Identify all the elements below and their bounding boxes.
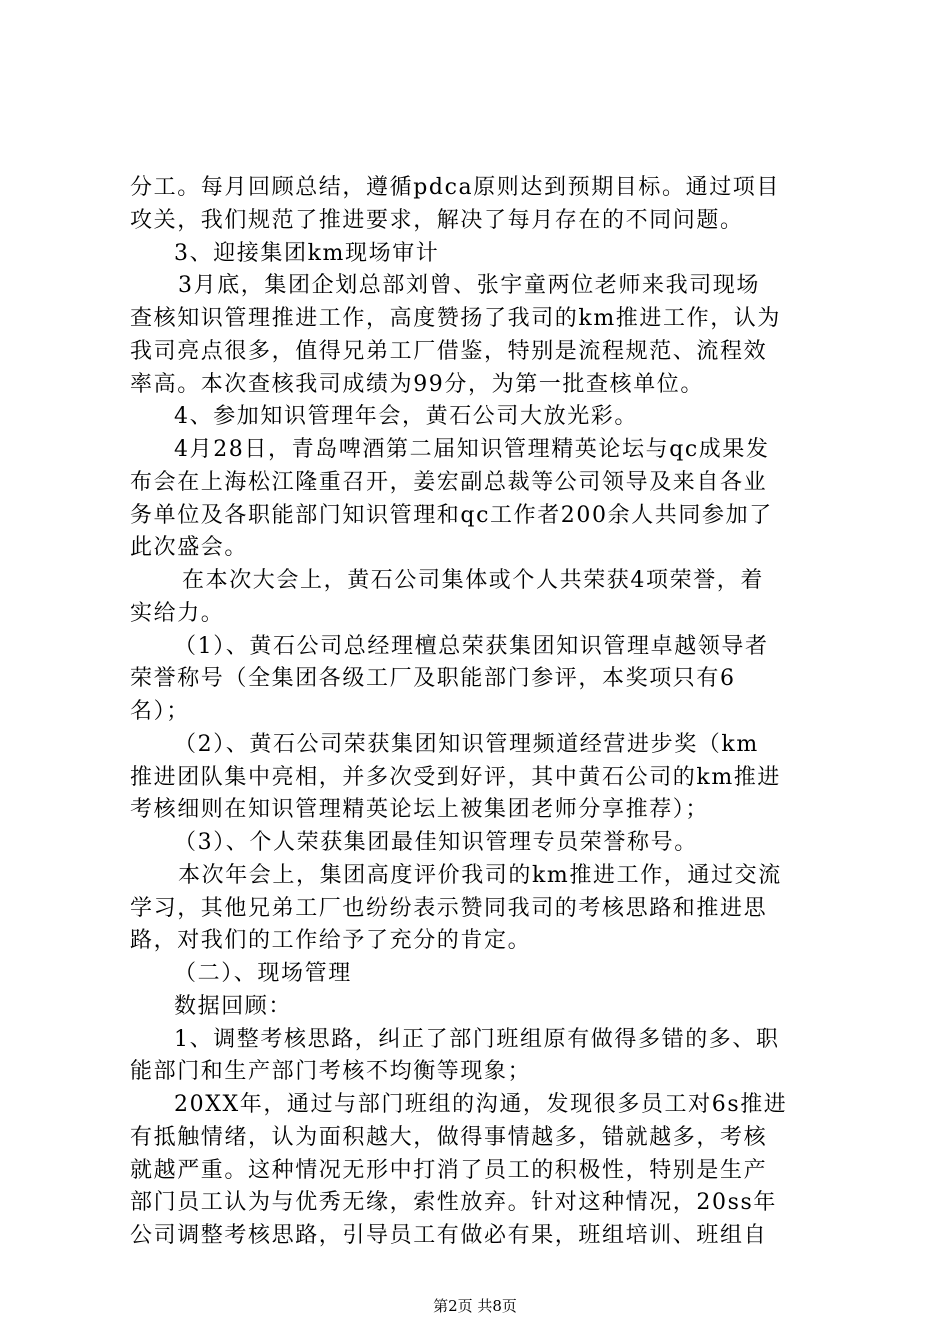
body-line: 路，对我们的工作给予了充分的肯定。 — [130, 928, 532, 954]
body-line: 查核知识管理推进工作，高度赞扬了我司的km推进工作，认为 — [130, 306, 781, 331]
body-line: 就越严重。这种情况无形中打消了员工的积极性，特别是生产 — [130, 1157, 768, 1183]
body-line: 本次年会上，集团高度评价我司的km推进工作，通过交流 — [178, 862, 782, 888]
body-line: 3、迎接集团km现场审计 — [174, 240, 440, 266]
body-line: 布会在上海松江隆重召开，姜宏副总裁等公司领导及来自各业 — [130, 469, 768, 495]
body-line: 学习，其他兄弟工厂也纷纷表示赞同我司的考核思路和推进思 — [130, 895, 768, 921]
body-line: （1）、黄石公司总经理檀总荣获集团知识管理卓越领导者 — [174, 633, 769, 659]
body-line: 数据回顾： — [174, 993, 293, 1019]
body-line: 在本次大会上，黄石公司集体或个人共荣获4项荣誉，着 — [182, 568, 764, 593]
body-line: 实给力。 — [130, 600, 225, 626]
body-line: 推进团队集中亮相，并多次受到好评，其中黄石公司的km推进 — [130, 764, 781, 790]
body-line: 1、调整考核思路，纠正了部门班组原有做得多错的多、职 — [174, 1026, 780, 1052]
body-line: 部门员工认为与优秀无缘，索性放弃。针对这种情况，20ss年 — [130, 1190, 777, 1216]
body-line: 分工。每月回顾总结，遵循pdca原则达到预期目标。通过项目 — [130, 175, 781, 200]
body-line: 4、参加知识管理年会，黄石公司大放光彩。 — [174, 404, 638, 430]
body-line: 率高。本次查核我司成绩为99分，为第一批查核单位。 — [130, 371, 704, 397]
page-footer: 第2页 共8页 — [433, 1297, 517, 1315]
body-line: 考核细则在知识管理精英论坛上被集团老师分享推荐）； — [130, 797, 710, 823]
body-line: 名）； — [130, 699, 190, 724]
body-line: 公司调整考核思路，引导员工有做必有果，班组培训、班组自 — [130, 1223, 768, 1248]
body-line: （3）、个人荣获集团最佳知识管理专员荣誉称号。 — [174, 830, 698, 855]
body-line: 务单位及各职能部门知识管理和qc工作者200余人共同参加了 — [130, 502, 773, 528]
body-line: 荣誉称号（全集团各级工厂及职能部门参评，本奖项只有6 — [130, 666, 736, 692]
body-line: 20XX年，通过与部门班组的沟通，发现很多员工对6s推进 — [174, 1092, 788, 1117]
body-line: 此次盛会。 — [130, 535, 249, 561]
body-line: （2）、黄石公司荣获集团知识管理频道经营进步奖（km — [174, 731, 759, 757]
body-line: 我司亮点很多，值得兄弟工厂借鉴，特别是流程规范、流程效 — [130, 338, 768, 364]
body-line: 能部门和生产部门考核不均衡等现象； — [130, 1059, 532, 1085]
body-line: 4月28日，青岛啤酒第二届知识管理精英论坛与qc成果发 — [174, 437, 770, 462]
body-line: 攻关，我们规范了推进要求，解决了每月存在的不同问题。 — [130, 207, 744, 233]
body-line: 有抵触情绪，认为面积越大，做得事情越多，错就越多，考核 — [130, 1124, 768, 1150]
body-line: （二）、现场管理 — [174, 961, 352, 986]
document-body — [130, 172, 830, 1253]
body-line: 3月底，集团企划总部刘曾、张宇童两位老师来我司现场 — [178, 273, 760, 299]
